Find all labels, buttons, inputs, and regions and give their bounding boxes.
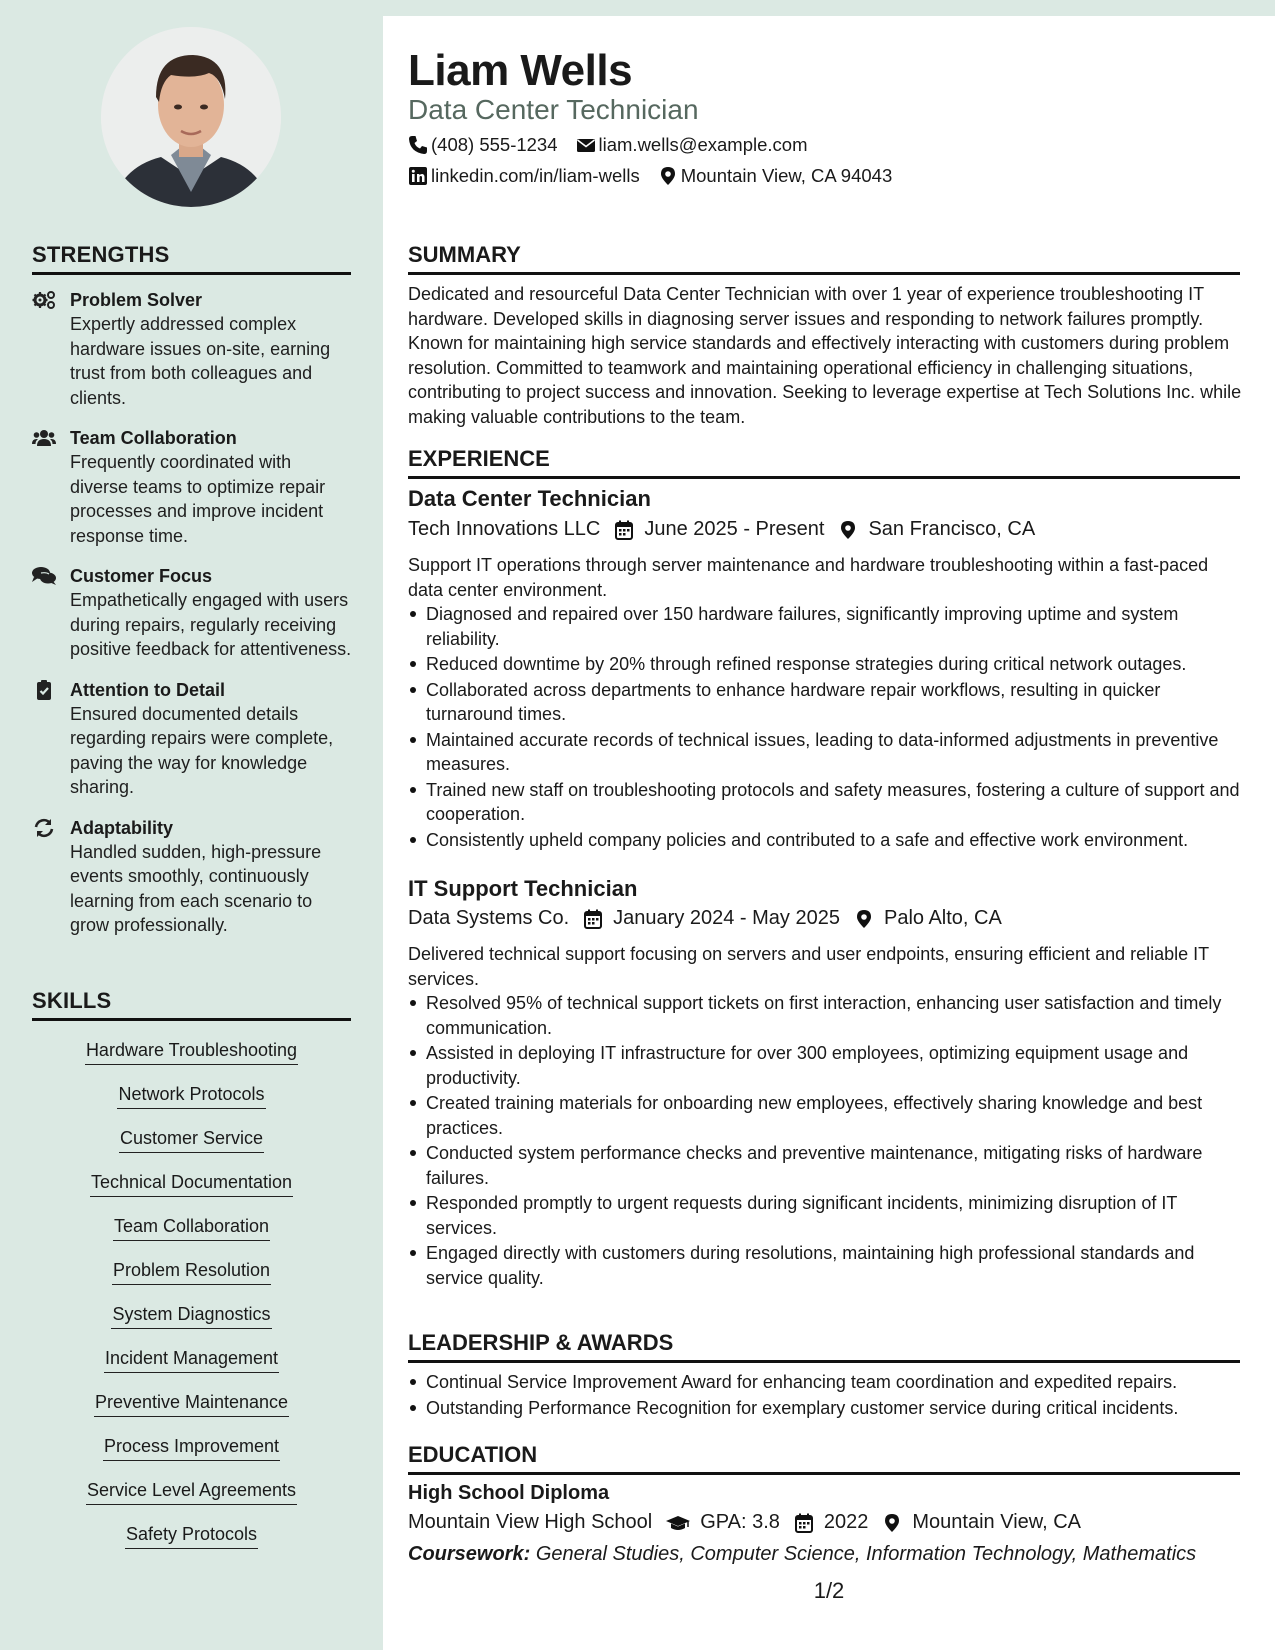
coursework-label: Coursework: <box>408 1543 531 1565</box>
job-meta <box>408 518 1049 541</box>
map-marker-icon <box>838 520 858 540</box>
strength-desc: Expertly addressed complex hardware issues on-site, earning trust from both colleagues and clients. <box>70 314 331 408</box>
education-heading: EDUCATION <box>408 1442 1240 1475</box>
strength-item <box>32 288 352 410</box>
strength-item <box>32 426 352 548</box>
candidate-title: Data Center Technician <box>408 94 699 125</box>
experience-heading: EXPERIENCE <box>408 446 1240 479</box>
list-item: Assisted in deploying IT infrastructure for over 300 employees, optimizing equipment usage and productivity. <box>408 1041 1248 1090</box>
phone-icon <box>408 135 428 155</box>
list-item: Responded promptly to urgent requests during significant incidents, minimizing disruption of IT services. <box>408 1191 1248 1240</box>
list-item: Conducted system performance checks and preventive maintenance, mitigating risks of hardware failures. <box>408 1141 1248 1190</box>
job-title: Data Center Technician <box>408 486 651 511</box>
job-location <box>838 518 1035 541</box>
job-location-text: Palo Alto, CA <box>883 907 1002 929</box>
clipboard-check-icon <box>32 678 70 800</box>
job-bullets <box>408 991 1248 1291</box>
skills-heading: SKILLS <box>32 988 351 1021</box>
job-bullets <box>408 602 1248 853</box>
sync-icon <box>32 816 70 938</box>
list-item: Collaborated across departments to enhance hardware repair workflows, resulting in quicker turnaround times. <box>408 678 1248 727</box>
job-dates <box>614 518 824 541</box>
strength-desc: Empathetically engaged with users during repairs, regularly receiving positive feedback for attentiveness. <box>70 590 352 659</box>
list-item: Engaged directly with customers during resolutions, maintaining high professional standards and service quality. <box>408 1241 1248 1290</box>
graduation-cap-icon <box>666 1513 690 1533</box>
contact-email[interactable] <box>576 134 808 156</box>
contact-linkedin[interactable] <box>408 165 640 187</box>
job-location <box>854 907 1002 930</box>
awards-list <box>408 1370 1248 1421</box>
contact-row <box>408 134 826 156</box>
education-year <box>794 1511 869 1534</box>
list-item: Reduced downtime by 20% through refined response strategies during critical network outages. <box>408 652 1248 677</box>
strength-title: Attention to Detail <box>70 679 225 700</box>
education-year-text: 2022 <box>823 1511 869 1533</box>
job-description: Support IT operations through server maintenance and hardware troubleshooting within a fast-paced data center environment. <box>408 555 1209 600</box>
profile-photo <box>101 27 281 207</box>
skill-tag: Service Level Agreements <box>86 1478 297 1505</box>
comments-icon <box>32 564 70 662</box>
map-marker-icon <box>658 166 678 186</box>
map-marker-icon <box>882 1513 902 1533</box>
strength-desc: Ensured documented details regarding repairs were complete, paving the way for knowledge sharing. <box>70 703 334 797</box>
education-meta <box>408 1511 1095 1534</box>
strength-title: Adaptability <box>70 817 174 838</box>
list-item: Trained new staff on troubleshooting protocols and safety measures, fostering a culture of support and cooperation. <box>408 778 1248 827</box>
summary-text: Dedicated and resourceful Data Center Technician with over 1 year of experience troubleshooting IT hardware. Developed skills in diagnosing server issues and responding to network failures promptly. Known for maintaining high service standards and effectively interacting with customers during problem resolution. Committed to teamwork and maintaining operational efficiency in challenging situations, contributing to project success and innovation. Seeking to leverage expertise at Tech Solutions Inc. while making valuable contributions to the team. <box>408 284 1242 427</box>
skills-list <box>32 1038 351 1566</box>
job-location-text: San Francisco, CA <box>868 518 1036 540</box>
job-dates-text: June 2025 - Present <box>644 518 825 540</box>
coursework-text: General Studies, Computer Science, Information Technology, Mathematics <box>535 1543 1197 1565</box>
skill-tag: Team Collaboration <box>113 1214 270 1241</box>
job-description: Delivered technical support focusing on servers and user endpoints, ensuring efficient and reliable IT services. <box>408 944 1209 989</box>
main-content <box>383 16 1275 1650</box>
strength-item <box>32 564 352 662</box>
list-item: Continual Service Improvement Award for enhancing team coordination and expedited repairs. <box>408 1370 1248 1395</box>
skill-tag: System Diagnostics <box>111 1302 271 1329</box>
contact-location <box>658 165 893 187</box>
linkedin-text: linkedin.com/in/liam-wells <box>431 165 640 186</box>
list-item: Consistently upheld company policies and contributed to a safe and effective work environment. <box>408 828 1248 853</box>
summary-heading: SUMMARY <box>408 242 1240 275</box>
list-item: Outstanding Performance Recognition for exemplary customer service during critical incidents. <box>408 1396 1248 1421</box>
contact-phone[interactable] <box>408 134 558 156</box>
linkedin-icon <box>408 166 428 186</box>
skill-tag: Preventive Maintenance <box>94 1390 289 1417</box>
strength-desc: Handled sudden, high-pressure events smoothly, continuously learning from each scenario to grow professionally. <box>70 841 322 935</box>
strength-title: Team Collaboration <box>70 428 237 448</box>
education-location <box>882 1511 1081 1534</box>
skill-tag: Process Improvement <box>103 1434 280 1461</box>
strength-item <box>32 816 352 938</box>
education-degree: High School Diploma <box>408 1482 610 1504</box>
awards-heading: LEADERSHIP & AWARDS <box>408 1330 1240 1363</box>
strength-title: Problem Solver <box>70 290 203 310</box>
calendar-icon <box>614 520 634 540</box>
calendar-icon <box>583 909 603 929</box>
education-gpa <box>666 1511 780 1534</box>
education-location-text: Mountain View, CA <box>912 1511 1082 1533</box>
page-number: 1/2 <box>813 1578 845 1603</box>
envelope-icon <box>576 135 596 155</box>
job-company: Data Systems Co. <box>408 907 570 929</box>
strength-item <box>32 678 352 800</box>
education-gpa-text: GPA: 3.8 <box>700 1511 780 1533</box>
job-dates <box>583 907 840 930</box>
education-coursework <box>408 1543 1196 1566</box>
gears-icon <box>32 288 70 410</box>
email-text: liam.wells@example.com <box>598 134 808 155</box>
phone-text: (408) 555-1234 <box>431 134 558 155</box>
job-company: Tech Innovations LLC <box>408 518 601 540</box>
strength-title: Customer Focus <box>70 566 213 586</box>
skill-tag: Hardware Troubleshooting <box>85 1038 298 1065</box>
skill-tag: Technical Documentation <box>90 1170 293 1197</box>
sidebar <box>0 0 383 1650</box>
skill-tag: Incident Management <box>104 1346 279 1373</box>
skill-tag: Network Protocols <box>117 1082 265 1109</box>
skill-tag: Safety Protocols <box>125 1522 258 1549</box>
location-text: Mountain View, CA 94043 <box>680 165 893 186</box>
list-item: Maintained accurate records of technical issues, leading to data-informed adjustments in preventive measures. <box>408 728 1248 777</box>
users-icon <box>32 426 70 548</box>
contact-row <box>408 165 910 187</box>
map-marker-icon <box>854 909 874 929</box>
skill-tag: Problem Resolution <box>112 1258 271 1285</box>
job-meta <box>408 907 1016 930</box>
list-item: Resolved 95% of technical support tickets on first interaction, enhancing user satisfaction and timely communication. <box>408 991 1248 1040</box>
strength-desc: Frequently coordinated with diverse teams to optimize repair processes and improve incident response time. <box>70 452 326 546</box>
list-item: Diagnosed and repaired over 150 hardware failures, significantly improving uptime and system reliability. <box>408 602 1248 651</box>
strengths-heading: STRENGTHS <box>32 242 351 275</box>
job-dates-text: January 2024 - May 2025 <box>613 907 840 929</box>
strengths-list <box>32 288 352 954</box>
list-item: Created training materials for onboarding new employees, effectively sharing knowledge and best practices. <box>408 1091 1248 1140</box>
calendar-icon <box>794 1513 814 1533</box>
education-school: Mountain View High School <box>408 1511 653 1533</box>
candidate-name: Liam Wells <box>408 46 633 95</box>
job-title: IT Support Technician <box>408 876 638 901</box>
skill-tag: Customer Service <box>119 1126 264 1153</box>
